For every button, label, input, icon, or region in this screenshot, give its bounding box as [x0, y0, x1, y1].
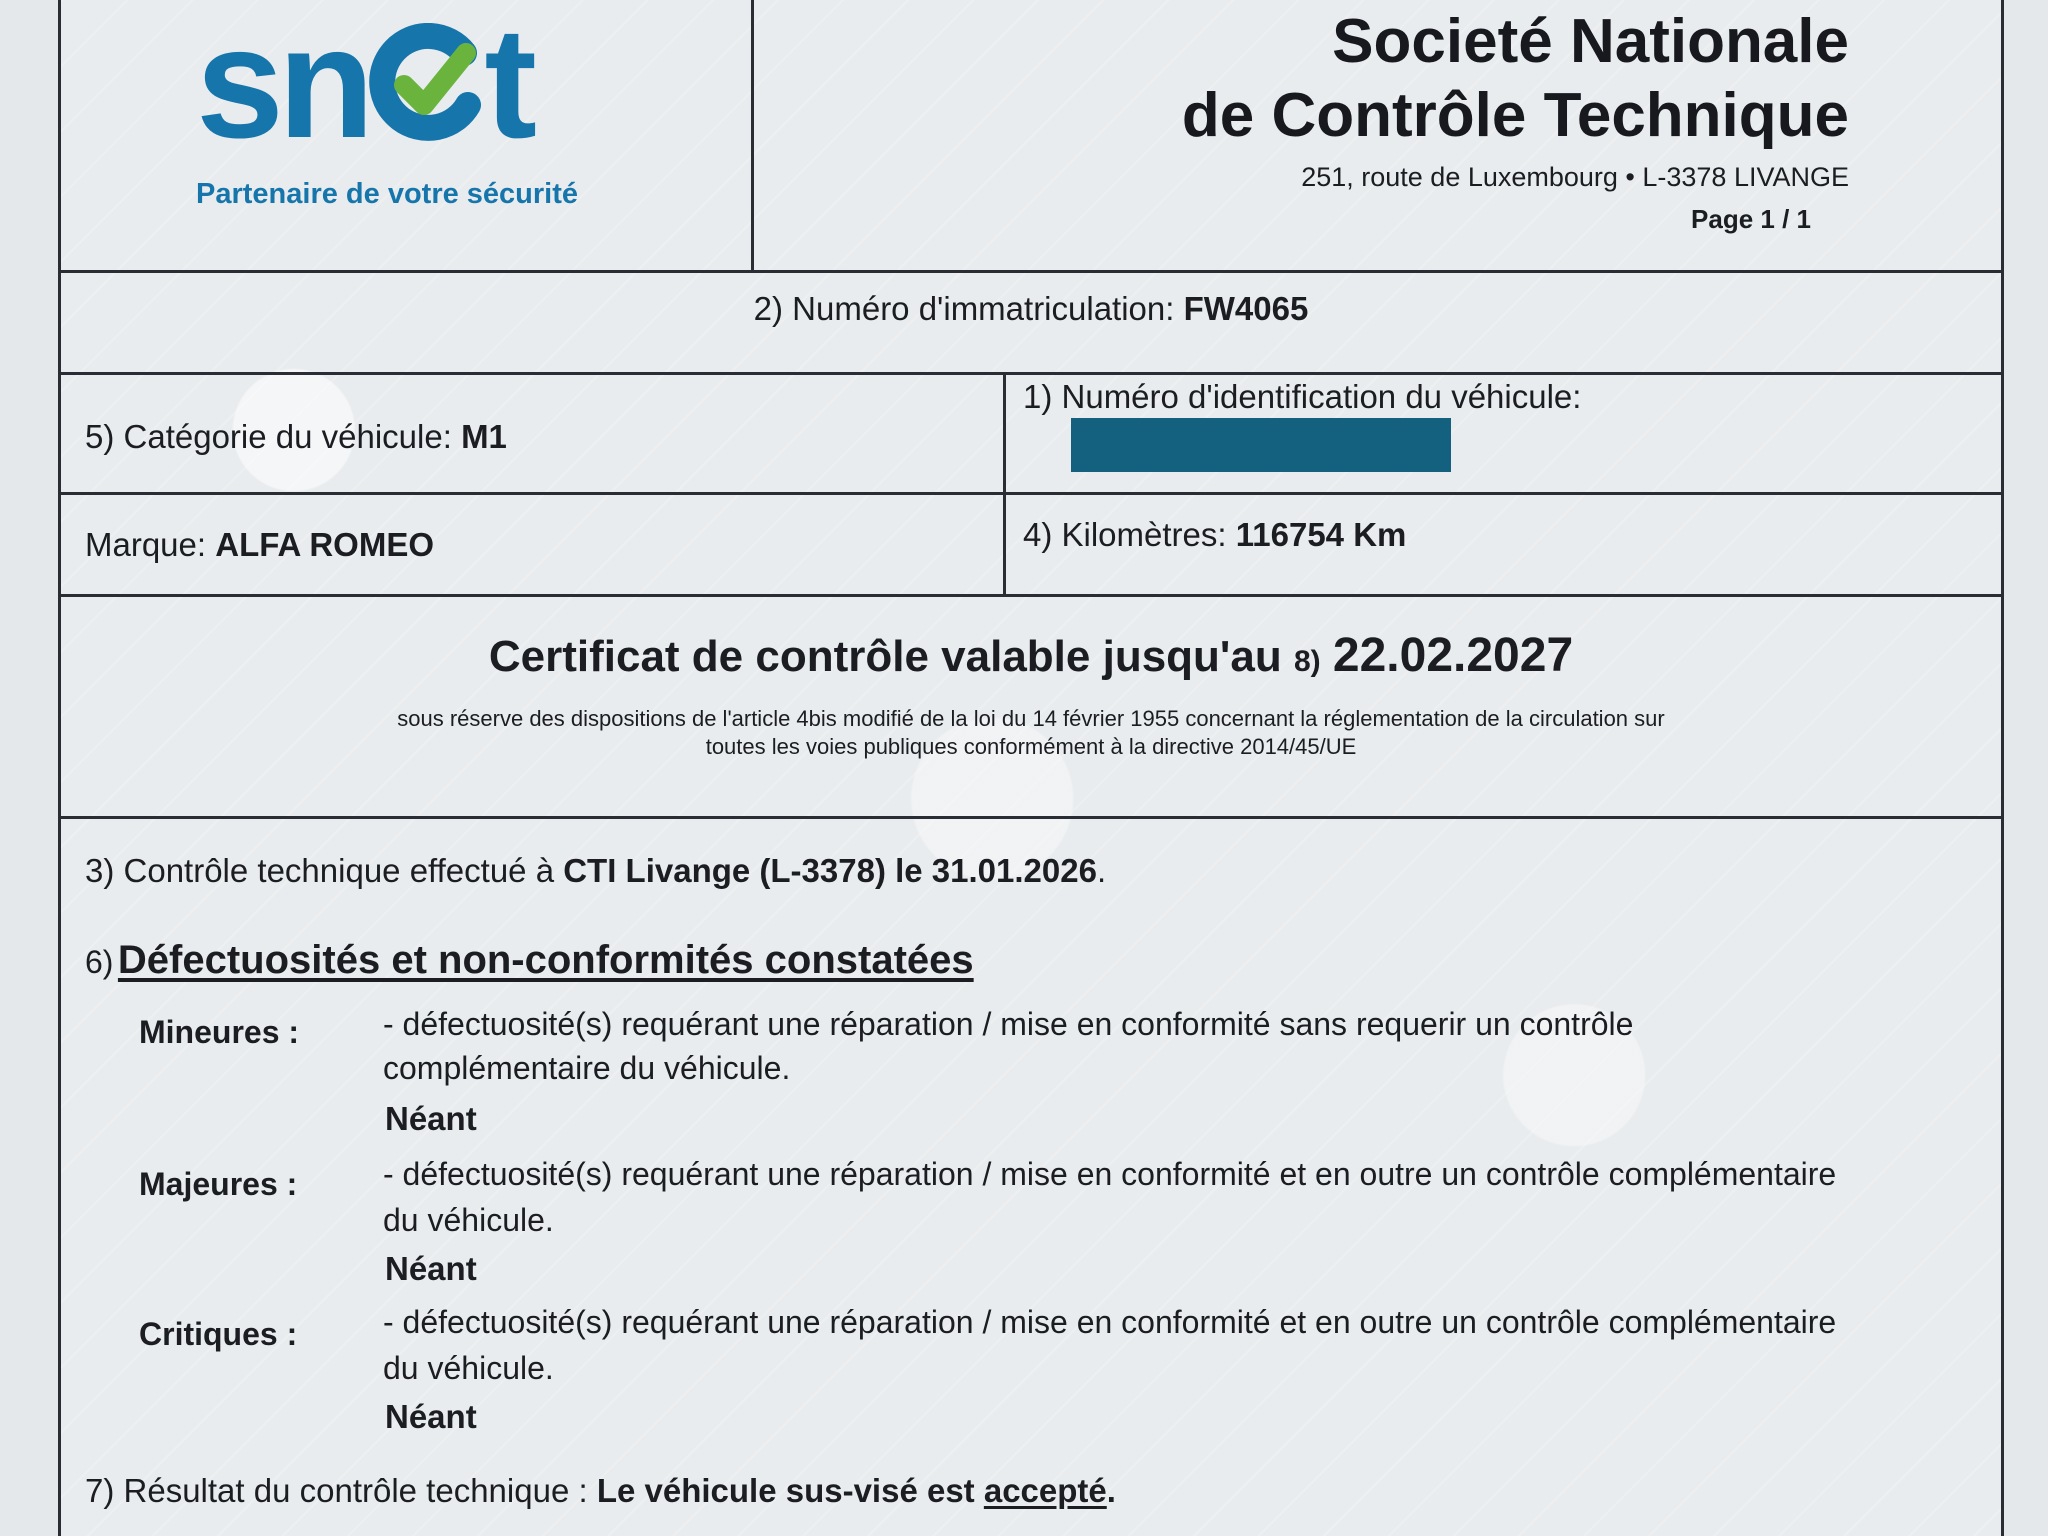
result-text: Le véhicule sus-visé est: [596, 1472, 975, 1509]
minor-desc-line1: - défectuosité(s) requérant une réparation / mise en conformité sans requerir un contrôle: [383, 1006, 1634, 1042]
inspection-prefix: 3) Contrôle technique effectué à: [85, 852, 555, 889]
registration-field: [61, 290, 2001, 328]
defects-heading-row: [85, 938, 974, 983]
certificate-title: [61, 628, 2001, 683]
company-address: 251, route de Luxembourg • L-3378 LIVANGE: [1301, 162, 1849, 192]
registration-value: FW4065: [1183, 290, 1309, 327]
certificate-note-line2: toutes les voies publiques conformément à la directive 2014/45/UE: [705, 734, 1357, 759]
critical-desc-line2: du véhicule.: [383, 1350, 554, 1386]
certificate-ref: 8): [1293, 645, 1321, 678]
rule-certificate-bottom: [61, 816, 2001, 819]
critical-desc-line1: - défectuosité(s) requérant une réparation / mise en conformité et en outre un contrôle complémentaire: [383, 1304, 1837, 1340]
page-number: Page 1 / 1: [1691, 204, 1811, 234]
rule-registration-bottom: [61, 372, 2001, 375]
inspection-line: [85, 852, 1106, 890]
major-result: Néant: [385, 1250, 477, 1287]
category-label: 5) Catégorie du véhicule:: [85, 418, 452, 455]
minor-result: Néant: [385, 1100, 477, 1137]
vin-redaction: [1071, 418, 1451, 472]
inspection-suffix: .: [1096, 852, 1107, 889]
company-name-line2: de Contrôle Technique: [1181, 81, 1849, 150]
rule-make-bottom: [61, 594, 2001, 597]
certificate-valid-until: 22.02.2027: [1332, 629, 1574, 682]
result-label: 7) Résultat du contrôle technique :: [85, 1472, 588, 1509]
rule-header-bottom: [61, 270, 2001, 273]
category-value: M1: [461, 418, 507, 455]
certificate-document: [58, 0, 2004, 1536]
minor-label: Mineures :: [139, 1014, 300, 1050]
category-field: [85, 418, 507, 456]
inspection-place-date: CTI Livange (L-3378) le 31.01.2026: [563, 852, 1097, 889]
result-suffix: .: [1106, 1472, 1116, 1509]
major-desc-line1: - défectuosité(s) requérant une réparation / mise en conformité et en outre un contrôle complémentaire: [383, 1156, 1837, 1192]
logo-tagline: Partenaire de votre sécurité: [196, 178, 579, 210]
registration-label: 2) Numéro d'immatriculation:: [753, 290, 1175, 327]
rule-middle-divider: [1003, 372, 1006, 594]
defects-number: 6): [85, 944, 114, 980]
certificate-title-text: Certificat de contrôle valable jusqu'au: [488, 632, 1282, 681]
make-value: ALFA ROMEO: [215, 526, 435, 563]
vin-label: 1) Numéro d'identification du véhicule:: [1023, 378, 1582, 415]
mileage-field: [1023, 516, 1406, 554]
critical-label: Critiques :: [139, 1316, 298, 1352]
major-label: Majeures :: [139, 1166, 298, 1202]
rule-category-bottom: [61, 492, 2001, 495]
rule-header-divider: [751, 0, 754, 270]
make-label: Marque:: [85, 526, 207, 563]
checkmark-icon: [366, 23, 486, 143]
make-field: [85, 526, 434, 564]
mileage-value: 116754 Km: [1235, 516, 1407, 553]
major-desc-line2: du véhicule.: [383, 1202, 554, 1238]
mileage-label: 4) Kilomètres:: [1023, 516, 1227, 553]
certificate-note-line1: sous réserve des dispositions de l'article 4bis modifié de la loi du 14 février 1955 concernant la réglementation de la circulation sur: [397, 706, 1665, 731]
result-status: accepté: [983, 1472, 1107, 1509]
company-name-line1: Societé Nationale: [1332, 7, 1849, 76]
snct-logo: sn t: [196, 0, 532, 171]
defects-heading: Défectuosités et non-conformités constatées: [117, 938, 974, 982]
minor-desc-line2: complémentaire du véhicule.: [383, 1050, 791, 1086]
result-line: [85, 1472, 1116, 1510]
critical-result: Néant: [385, 1398, 477, 1435]
